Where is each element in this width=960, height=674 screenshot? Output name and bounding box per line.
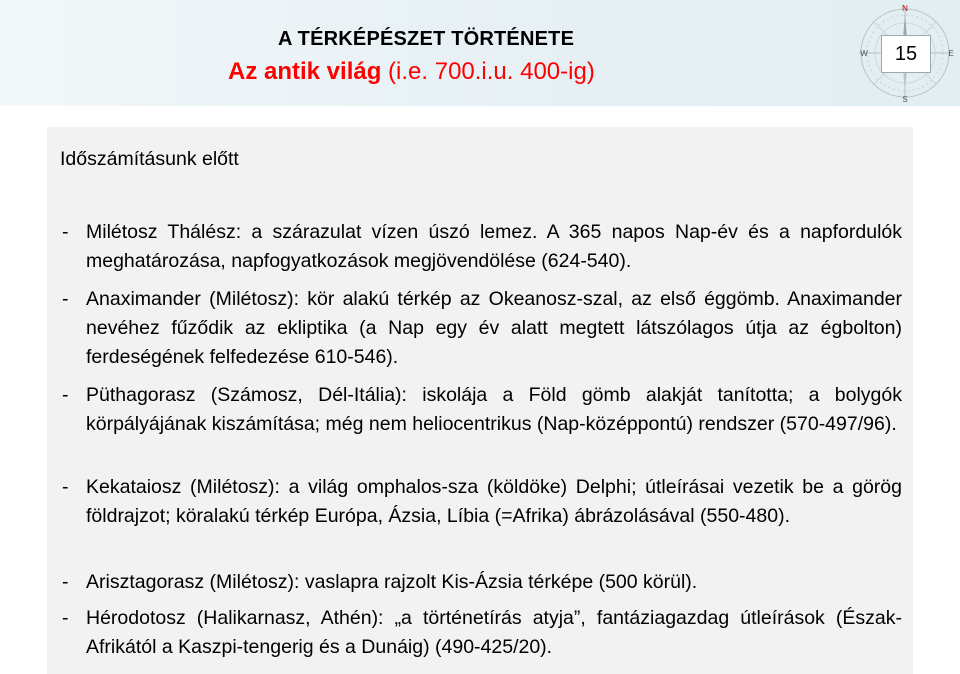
list-dash: - <box>62 607 69 629</box>
list-dash: - <box>62 384 69 406</box>
list-item-text: Hérodotosz (Halikarnasz, Athén): „a történetírás atyja”, fantáziagazdag útleírások (Észak-Afrikától a Kaszpi-tengerig és a Dunáig) (490-425/20). <box>86 607 902 658</box>
list-item <box>62 473 902 531</box>
compass-east-label: E <box>948 49 954 58</box>
list-item-text: Arisztagorasz (Milétosz): vaslapra rajzolt Kis-Ázsia térképe (500 körül). <box>86 571 698 593</box>
subtitle-bold: Az antik világ <box>228 58 382 85</box>
list-item-text: Milétosz Thálész: a szárazulat vízen úszó lemez. A 365 napos Nap-év és a napfordulók meghatározása, napfogyatkozások megjövendölése (624-540). <box>86 221 902 272</box>
list-dash: - <box>62 476 69 498</box>
list-item-text: Püthagorasz (Számosz, Dél-Itália): iskolája a Föld gömb alakját tanította; a bolygók körpályájának kiszámítása; még nem heliocentrikus (Nap-középpontú) rendszer (570-497/96). <box>86 384 902 435</box>
compass-south-label: S <box>902 95 908 104</box>
list-dash: - <box>62 221 69 243</box>
compass-north-label: N <box>902 4 908 13</box>
page-number: 15 <box>881 35 931 73</box>
section-heading: Időszámításunk előtt <box>60 148 239 170</box>
slide-subtitle <box>228 58 595 86</box>
list-item <box>62 285 902 372</box>
list-item <box>62 381 902 439</box>
header-separator <box>0 106 960 128</box>
list-item-text: Anaximander (Milétosz): kör alakú térkép az Okeanosz-szal, az első éggömb. Anaximander nevéhez fűződik az ekliptika (a Nap egy év alatt megtett látszólagos útja az égbolton) ferdeségének felfedezése 610-546). <box>86 288 902 368</box>
list-item-text: Kekataiosz (Milétosz): a világ omphalos-sza (köldöke) Delphi; útleírásai vezetik be a görög földrajzot; köralakú térkép Európa, Ázsia, Líbia (=Afrika) ábrázolásával (550-480). <box>86 476 902 527</box>
subtitle-rest: (i.e. 700.i.u. 400-ig) <box>381 58 595 85</box>
list-item <box>62 218 902 276</box>
slide-header <box>0 0 960 106</box>
list-item <box>62 568 902 597</box>
compass-west-label: W <box>860 49 868 58</box>
list-item <box>62 604 902 662</box>
slide-title: A TÉRKÉPÉSZET TÖRTÉNETE <box>278 28 575 50</box>
list-dash: - <box>62 571 69 593</box>
list-dash: - <box>62 288 69 310</box>
